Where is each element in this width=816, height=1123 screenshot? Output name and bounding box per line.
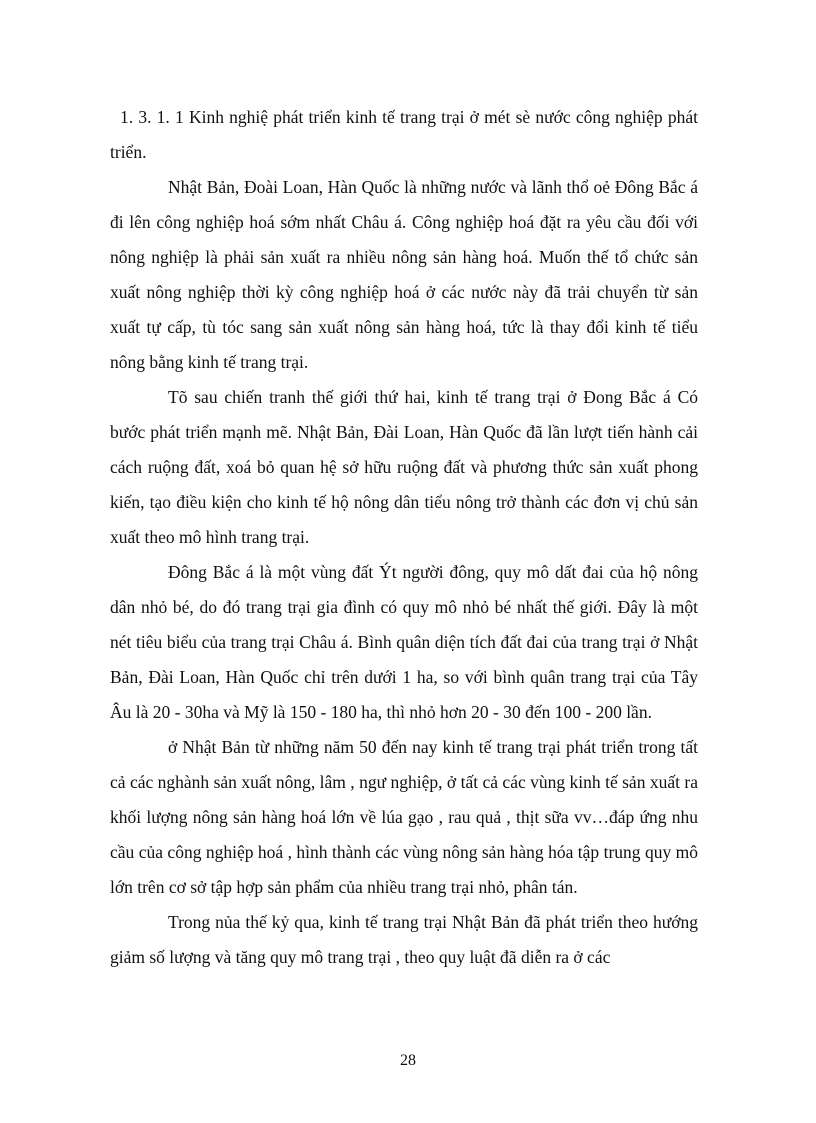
section-heading: 1. 3. 1. 1 Kinh nghiệ phát triển kinh tế trang trại ở mét sè nước công nghiệp phát triển. [110, 107, 698, 162]
paragraph-3: Đông Bắc á là một vùng đất Ýt người đông, quy mô dất đai của hộ nông dân nhỏ bé, do đó trang trại gia đình có quy mô nhỏ bé nhất thế giới. Đây là một nét tiêu biểu của trang trại Châu á. Bình quân diện tích đất đai của trang trại ở Nhật Bản, Đài Loan, Hàn Quốc chỉ trên dưới 1 ha, so với bình quân trang trại của Tây Âu là 20 - 30ha và Mỹ là 150 - 180 ha, thì nhỏ hơn 20 - 30 đến 100 - 200 lần. [110, 562, 698, 722]
paragraph-4: ở Nhật Bản từ những năm 50 đến nay kinh tế trang trại phát triển trong tất cả các nghành sản xuất nông, lâm , ngư nghiệp, ở tất cả các vùng kinh tế sản xuất ra khối lượng nông sản hàng hoá lớn về lúa gạo , rau quả , thịt sữa vv…đáp ứng nhu cầu của công nghiệp hoá , hình thành các vùng nông sản hàng hóa tập trung quy mô lớn trên cơ sở tập hợp sản phẩm của nhiều trang trại nhỏ, phân tán. [110, 737, 698, 897]
paragraph-1: Nhật Bản, Đoài Loan, Hàn Quốc là những nước và lãnh thổ oẻ Đông Bắc á đi lên công nghiệp hoá sớm nhất Châu á. Công nghiệp hoá đặt ra yêu cầu đối với nông nghiệp là phải sản xuất ra nhiều nông sản hàng hoá. Muốn thế tổ chức sản xuất nông nghiệp thời kỳ công nghiệp hoá ở các nước này đã trải chuyển từ sản xuất tự cấp, tù tóc sang sản xuất nông sản hàng hoá, tức là thay đổi kinh tế tiểu nông bằng kinh tế trang trại. [110, 177, 698, 372]
paragraph-2: Tõ sau chiến tranh thế giới thứ hai, kinh tế trang trại ở Đong Bắc á Có bước phát triển mạnh mẽ. Nhật Bản, Đài Loan, Hàn Quốc đã lần lượt tiến hành cải cách ruộng đất, xoá bỏ quan hệ sở hữu ruộng đất và phương thức sản xuất phong kiến, tạo điều kiện cho kinh tế hộ nông dân tiểu nông trở thành các đơn vị chủ sản xuất theo mô hình trang trại. [110, 387, 698, 547]
page-body [110, 100, 698, 975]
paragraph-5: Trong nủa thế kỷ qua, kinh tế trang trại Nhật Bản đã phát triển theo hướng giảm số lượng và tăng quy mô trang trại , theo quy luật đã diễn ra ở các [110, 912, 698, 967]
page-number: 28 [400, 1052, 416, 1069]
